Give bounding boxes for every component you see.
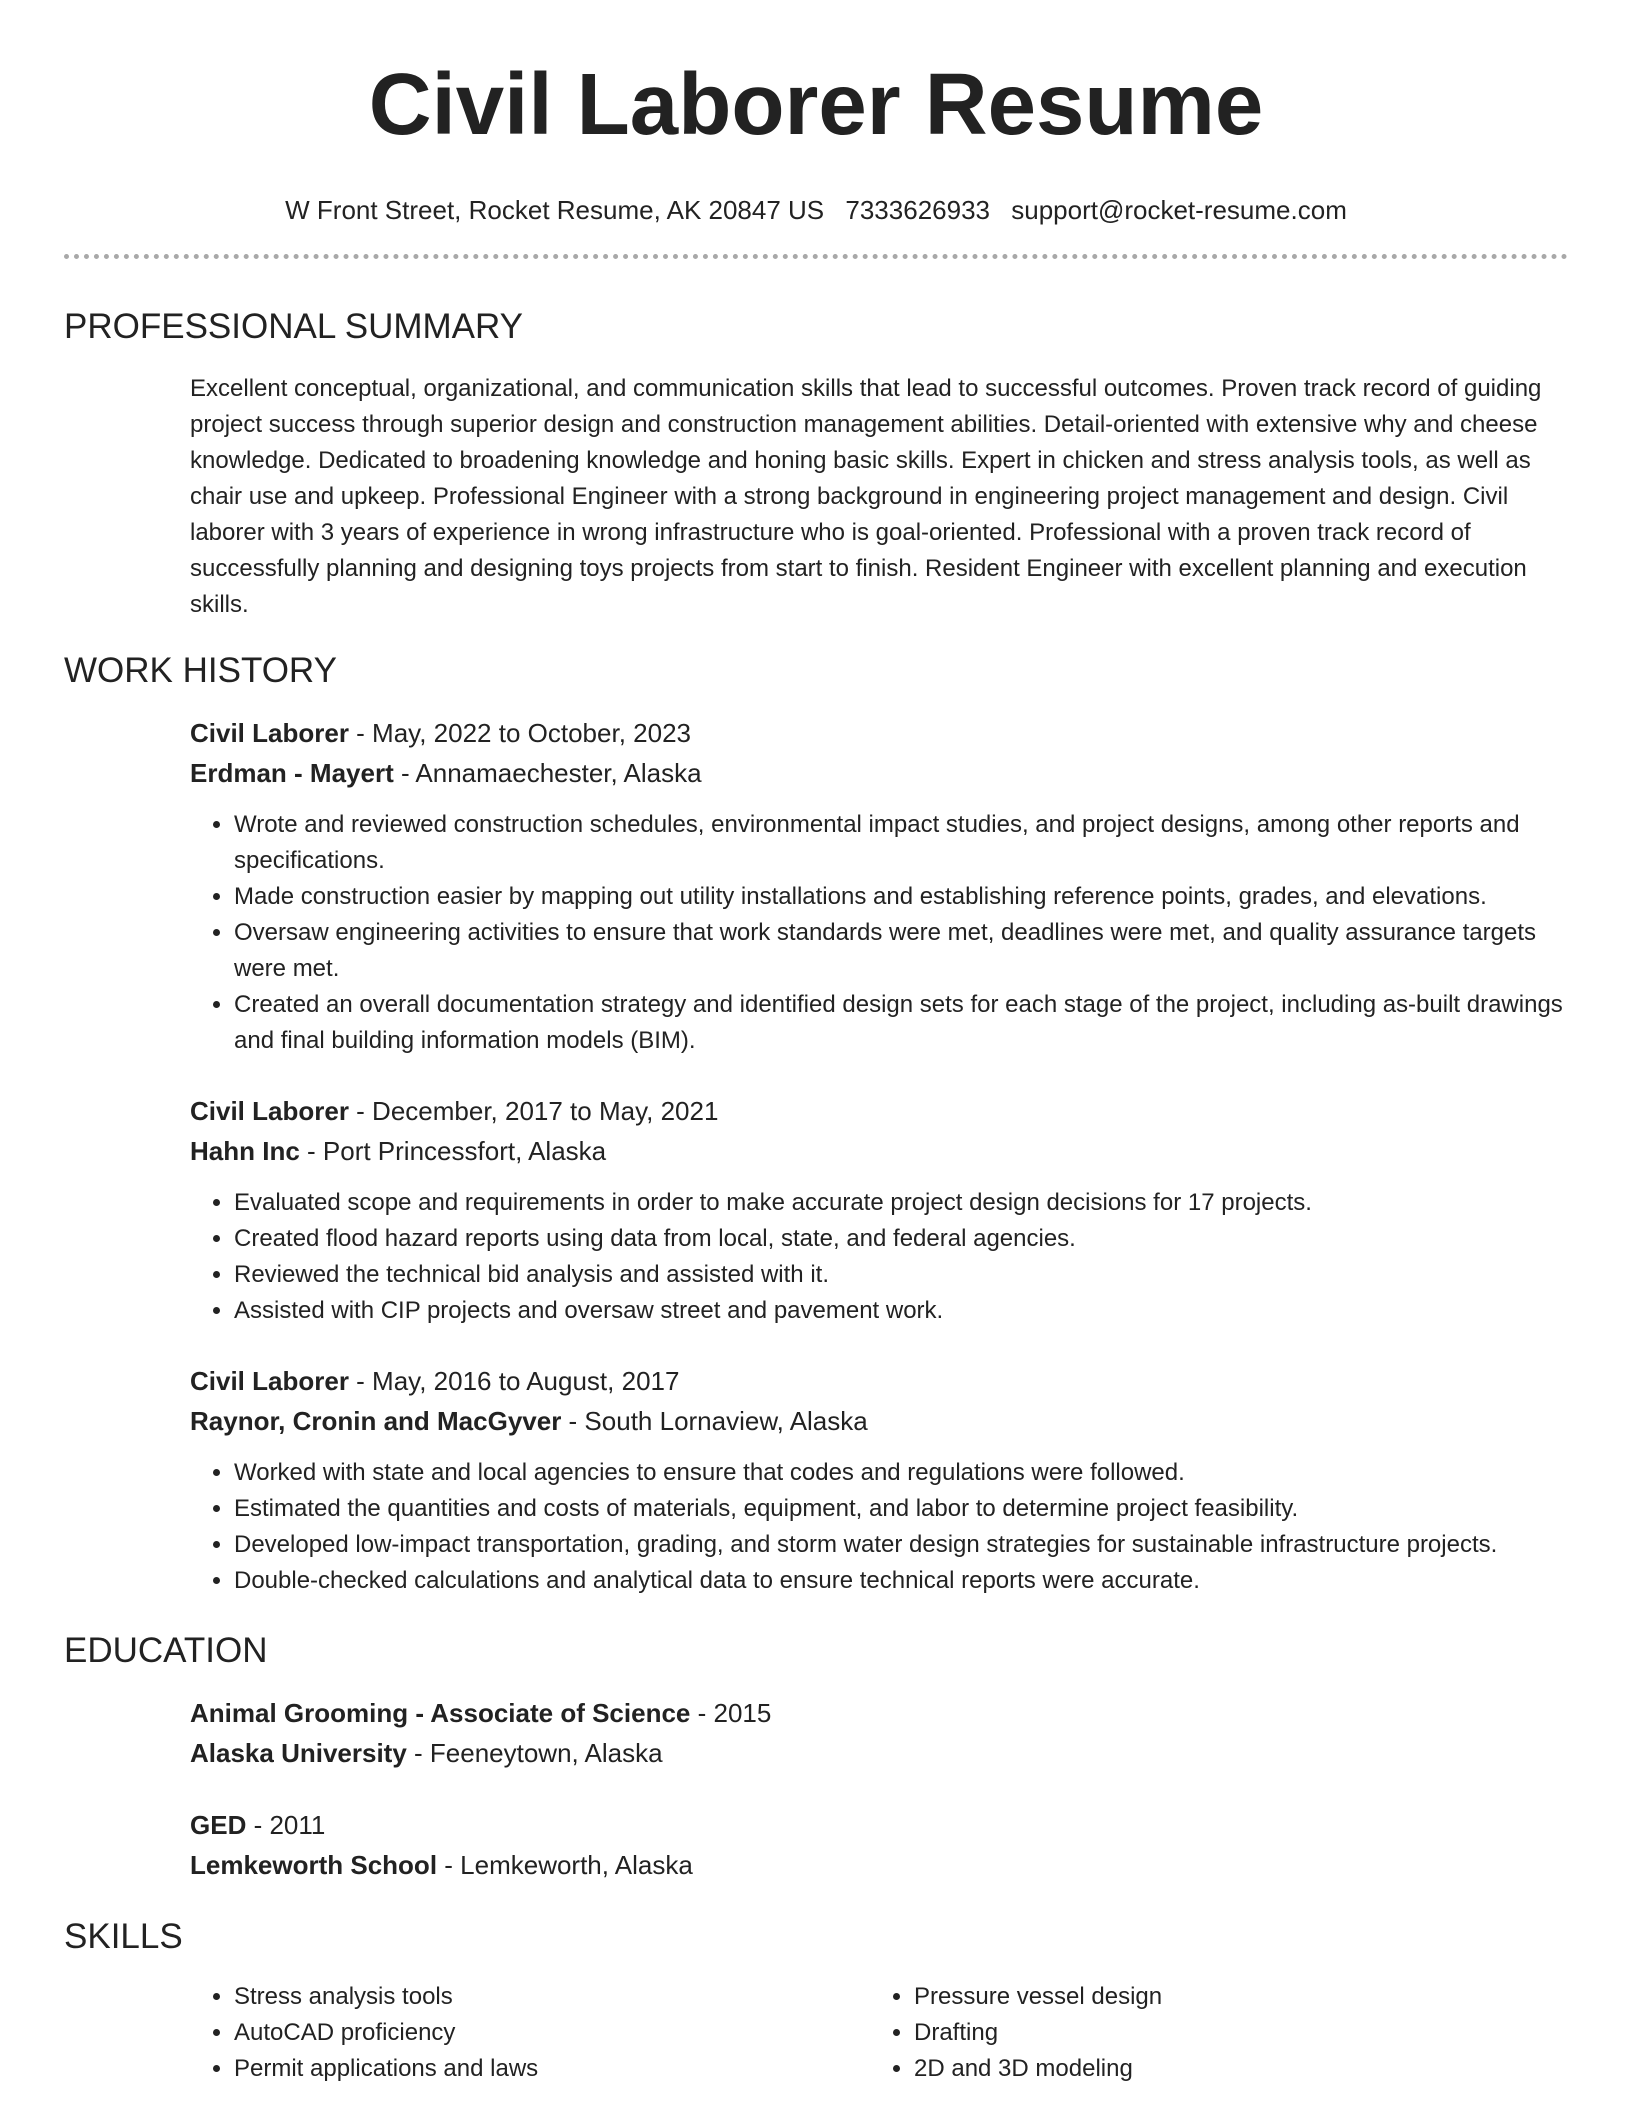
job-company-line — [190, 1131, 1568, 1171]
contact-address: W Front Street, Rocket Resume, AK 20847 US — [285, 195, 825, 225]
list-item: • Developed low-impact transportation, grading, and storm water design strategies for sustainable infrastructure projects. — [234, 1527, 1568, 1563]
job-entry — [190, 713, 1568, 1059]
list-item: • Oversaw engineering activities to ensure that work standards were met, deadlines were met, and quality assurance targets were met. — [234, 915, 1568, 987]
job-title-line — [190, 713, 1568, 753]
list-item: • Permit applications and laws — [234, 2051, 870, 2087]
summary-heading: PROFESSIONAL SUMMARY — [64, 307, 523, 346]
degree-name: GED — [190, 1810, 247, 1840]
degree-year: - 2015 — [690, 1698, 772, 1728]
skills-list-left — [190, 1979, 870, 2087]
list-item: • Reviewed the technical bid analysis and assisted with it. — [234, 1257, 1568, 1293]
list-item: • Worked with state and local agencies to ensure that codes and regulations were followed. — [234, 1455, 1568, 1491]
job-title-line — [190, 1361, 1568, 1401]
header-divider — [64, 254, 1568, 259]
job-title-line — [190, 1091, 1568, 1131]
job-company-line — [190, 1401, 1568, 1441]
school-location: - Lemkeworth, Alaska — [437, 1850, 693, 1880]
school-line — [190, 1733, 1568, 1773]
job-title: Civil Laborer — [190, 1366, 349, 1396]
degree-line — [190, 1805, 1568, 1845]
list-item: • 2D and 3D modeling — [914, 2051, 1550, 2087]
list-item: • Drafting — [914, 2015, 1550, 2051]
school-name: Alaska University — [190, 1738, 407, 1768]
skills-list-right — [870, 1979, 1550, 2087]
job-location: - South Lornaview, Alaska — [561, 1406, 868, 1436]
list-item: • Pressure vessel design — [914, 1979, 1550, 2015]
degree-line — [190, 1693, 1568, 1733]
job-title: Civil Laborer — [190, 718, 349, 748]
degree-name: Animal Grooming - Associate of Science — [190, 1698, 691, 1728]
job-location: - Port Princessfort, Alaska — [299, 1136, 607, 1166]
list-item: • Created an overall documentation strategy and identified design sets for each stage of the project, including as-built drawings and final building information models (BIM). — [234, 987, 1568, 1059]
job-dates: - May, 2016 to August, 2017 — [348, 1366, 680, 1396]
job-title: Civil Laborer — [190, 1096, 349, 1126]
work-history-section — [64, 649, 1568, 1599]
skills-section — [64, 1915, 1568, 2087]
education-section — [64, 1629, 1568, 1885]
skills-heading: SKILLS — [64, 1917, 183, 1956]
education-entry — [190, 1805, 1568, 1885]
summary-text: Excellent conceptual, organizational, and communication skills that lead to successful outcomes. Proven track record of guiding project success through superior design and construction management abilities. Detail-oriented with extensive why and cheese knowledge. Dedicated to broadening knowledge and honing basic skills. Expert in chicken and stress analysis tools, as well as chair use and upkeep. Professional Engineer with a strong background in engineering project management and design. Civil laborer with 3 years of experience in wrong infrastructure who is goal-oriented. Professional with a proven track record of successfully planning and designing toys projects from start to finish. Resident Engineer with excellent planning and execution skills. — [190, 375, 1542, 618]
contact-line — [64, 192, 1568, 228]
school-location: - Feeneytown, Alaska — [406, 1738, 663, 1768]
job-company: Erdman - Mayert — [190, 758, 394, 788]
summary-section — [64, 305, 1568, 623]
job-dates: - May, 2022 to October, 2023 — [348, 718, 691, 748]
contact-phone: 7333626933 — [845, 195, 990, 225]
job-company: Raynor, Cronin and MacGyver — [190, 1406, 562, 1436]
list-item: • Assisted with CIP projects and oversaw street and pavement work. — [234, 1293, 1568, 1329]
list-item: • Made construction easier by mapping out utility installations and establishing reference points, grades, and elevations. — [234, 879, 1568, 915]
list-item: • Wrote and reviewed construction schedules, environmental impact studies, and project designs, among other reports and specifications. — [234, 807, 1568, 879]
job-duties-list — [190, 1455, 1568, 1599]
list-item: • Estimated the quantities and costs of materials, equipment, and labor to determine project feasibility. — [234, 1491, 1568, 1527]
job-location: - Annamaechester, Alaska — [393, 758, 702, 788]
job-dates: - December, 2017 to May, 2021 — [348, 1096, 719, 1126]
job-entry — [190, 1091, 1568, 1329]
job-duties-list — [190, 807, 1568, 1059]
job-company-line — [190, 753, 1568, 793]
job-entry — [190, 1361, 1568, 1599]
job-duties-list — [190, 1185, 1568, 1329]
list-item: • Stress analysis tools — [234, 1979, 870, 2015]
education-heading: EDUCATION — [64, 1631, 268, 1670]
work-history-heading: WORK HISTORY — [64, 651, 337, 690]
school-line — [190, 1845, 1568, 1885]
education-entry — [190, 1693, 1568, 1773]
degree-year: - 2011 — [246, 1810, 326, 1840]
school-name: Lemkeworth School — [190, 1850, 438, 1880]
list-item: • AutoCAD proficiency — [234, 2015, 870, 2051]
list-item: • Evaluated scope and requirements in order to make accurate project design decisions for 17 projects. — [234, 1185, 1568, 1221]
list-item: • Double-checked calculations and analytical data to ensure technical reports were accurate. — [234, 1563, 1568, 1599]
skills-grid — [190, 1979, 1568, 2087]
resume-page — [64, 0, 1568, 2087]
contact-email: support@rocket-resume.com — [1011, 195, 1347, 225]
list-item: • Created flood hazard reports using data from local, state, and federal agencies. — [234, 1221, 1568, 1257]
job-company: Hahn Inc — [190, 1136, 300, 1166]
resume-title: Civil Laborer Resume — [368, 56, 1264, 153]
